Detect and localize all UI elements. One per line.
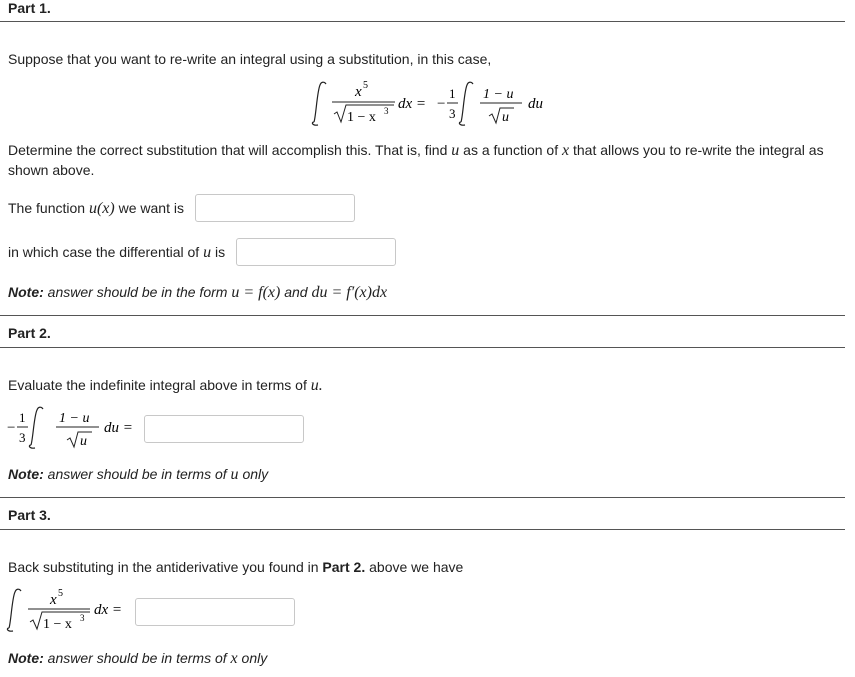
minus-sign: − [437, 96, 446, 112]
numerator-1-minus-u: 1 − u [59, 411, 90, 426]
exponent-3: 3 [80, 613, 85, 623]
part2-title: Part 2. [8, 325, 51, 341]
integral-sign-2 [459, 82, 473, 125]
integral-sign [312, 82, 326, 125]
radicand-u: u [80, 434, 87, 449]
part3-answer-input[interactable] [135, 598, 295, 626]
exponent-5: 5 [363, 80, 368, 91]
dx-equals: dx = [94, 602, 123, 618]
radicand: 1 − x [43, 617, 72, 632]
part1-note: Note: answer should be in the form u = f(x) and du = f′(x)dx [8, 284, 388, 301]
integral-sign [7, 589, 21, 631]
part3-title: Part 3. [8, 507, 51, 523]
differential-label: in which case the differential of u is [8, 244, 226, 261]
part3-prompt: Back substituting in the antiderivative you found in Part 2. above we have [8, 559, 464, 575]
dx-equals: dx = [398, 96, 427, 112]
du-equals: du = [104, 420, 133, 436]
part2-answer-input[interactable] [144, 415, 304, 443]
part3-note: Note: answer should be in terms of x only [8, 650, 268, 667]
part3-top-rule [0, 497, 845, 498]
part3-integral-expression [4, 586, 134, 636]
coef-den: 3 [19, 430, 26, 445]
part1-determine-line2: shown above. [8, 162, 95, 178]
numerator-x: x [50, 592, 57, 608]
part2-top-rule [0, 315, 845, 316]
part1-top-rule [0, 21, 845, 22]
integral-sign [29, 407, 43, 448]
numerator-1-minus-u: 1 − u [483, 87, 514, 102]
du-differential-input[interactable] [236, 238, 396, 266]
u-function-input[interactable] [195, 194, 355, 222]
substitution-equation [300, 78, 570, 130]
part2-prompt: Evaluate the indefinite integral above in terms of u. [8, 377, 323, 394]
exponent-3: 3 [384, 106, 389, 116]
function-label: The function u(x) we want is [8, 200, 184, 217]
part3-bottom-rule [0, 529, 845, 530]
radicand-u: u [502, 110, 509, 125]
minus-sign: − [7, 420, 16, 436]
exponent-5: 5 [58, 588, 63, 599]
du-text: du [528, 96, 543, 112]
coef-num: 1 [449, 86, 456, 101]
part1-intro: Suppose that you want to re-write an integral using a substitution, in this case, [8, 51, 492, 67]
numerator-x: x [355, 84, 362, 100]
part1-determine-line1: Determine the correct substitution that will accomplish this. That is, find u as a function of x that allows you to re-write the integral as [8, 142, 824, 159]
coef-den: 3 [449, 106, 456, 121]
part1-title: Part 1. [8, 0, 51, 16]
radicand: 1 − x [347, 110, 376, 125]
part2-note: Note: answer should be in terms of u only [8, 466, 269, 483]
coef-num: 1 [19, 410, 26, 425]
part2-integral-expression [4, 404, 149, 454]
part2-bottom-rule [0, 347, 845, 348]
